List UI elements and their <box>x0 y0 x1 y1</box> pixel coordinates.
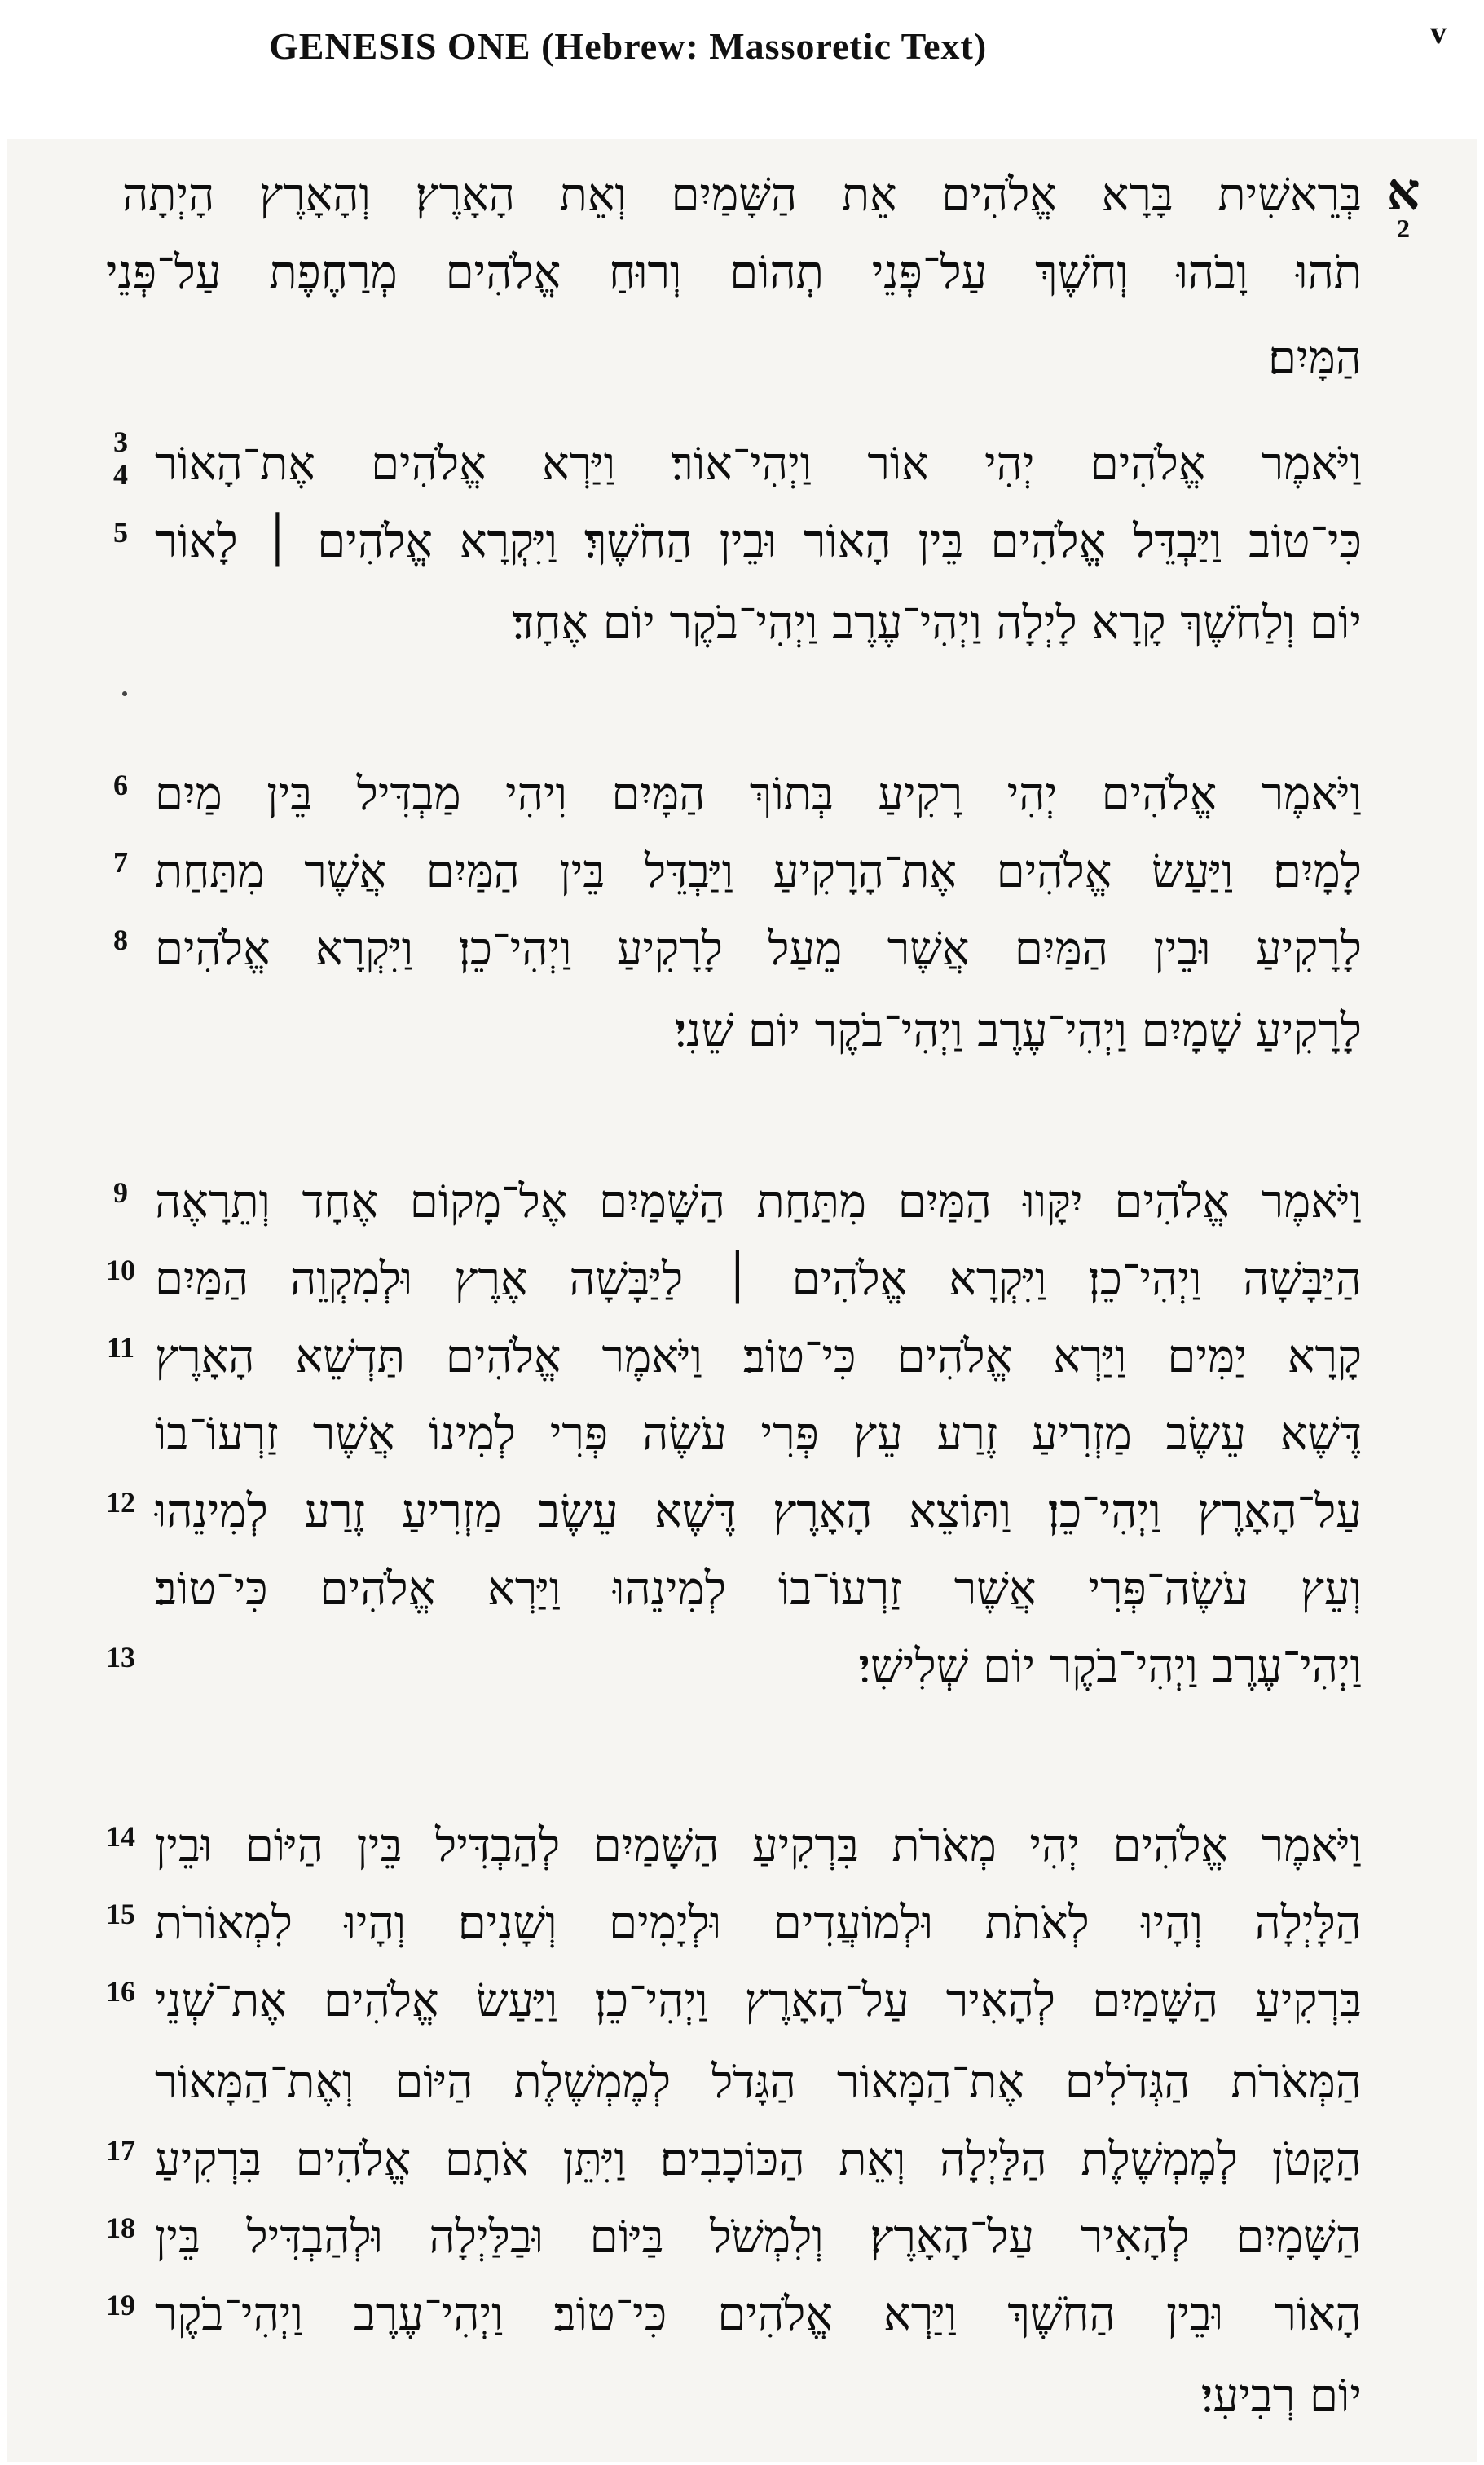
text-line <box>0 2128 1484 2193</box>
text-line <box>0 999 1484 1064</box>
text-line <box>0 1891 1484 1956</box>
verse-number: 5 <box>113 516 128 549</box>
hebrew-text: וַיֹּאמֶר אֱלֹהִים יִקָּווּ הַמַּיִם מִתַּחַת הַשָּׁמַיִם אֶל־מָקוֹם אֶחָד וְתֵרָאֶה <box>155 1175 1362 1228</box>
text-line <box>0 591 1484 656</box>
text-line <box>0 326 1484 391</box>
verse-number: 3 4 <box>113 426 128 491</box>
verse-number: 19 <box>106 2289 135 2322</box>
verse-number: 18 <box>106 2211 135 2244</box>
text-line <box>0 1325 1484 1390</box>
hebrew-text: הַמְּאֹרֹת הַגְּדֹלִים אֶת־הַמָּאוֹר הַגָּדֹל לְמֶמְשֶׁלֶת הַיּוֹם וְאֶת־הַמָּאוֹר <box>155 2056 1362 2109</box>
text-line <box>0 240 1484 306</box>
hebrew-text: וַיְהִי־עֶרֶב וַיְהִי־בֹקֶר יוֹם שְׁלִישִׁי׃ <box>858 1640 1362 1693</box>
hebrew-text: הַקָּטֹן לְמֶמְשֶׁלֶת הַלַּיְלָה וְאֵת הַכּוֹכָבִים׃ וַיִּתֵּן אֹתָם אֱלֹהִים בִּרְקִיעַ <box>155 2133 1362 2186</box>
text-line <box>0 426 1484 497</box>
ink-dot <box>122 691 127 696</box>
hebrew-text: הָאוֹר וּבֵין הַחֹשֶׁךְ וַיַּרְא אֱלֹהִים כִּי־טוֹב׃ וַיְהִי־עֶרֶב וַיְהִי־בֹקֶר <box>155 2288 1362 2341</box>
hebrew-text: הַמָּיִם׃ <box>1267 332 1362 385</box>
hebrew-text: לָמָיִם׃ וַיַּעַשׂ אֱלֹהִים אֶת־הָרָקִיעַ וַיַּבְדֵּל בֵּין הַמַּיִם אֲשֶׁר מִתַּחַת <box>155 845 1362 898</box>
verse-number: 11 <box>106 1331 134 1364</box>
hebrew-text: קָרָא יַמִּים וַיַּרְא אֱלֹהִים כִּי־טוֹב׃ וַיֹּאמֶר אֱלֹהִים תַּדְשֵׁא הָאָרֶץ <box>155 1330 1362 1383</box>
text-line <box>0 1247 1484 1312</box>
text-line <box>0 1634 1484 1700</box>
hebrew-text: וְעֵץ עֹשֶׂה־פְּרִי אֲשֶׁר זַרְעוֹ־בוֹ לְמִינֵהוּ וַיַּרְא אֱלֹהִים כִּי־טוֹב׃ <box>155 1563 1362 1616</box>
hebrew-text: לָרָקִיעַ וּבֵין הַמַּיִם אֲשֶׁר מֵעַל לָרָקִיעַ וַיְהִי־כֵן׃ וַיִּקְרָא אֱלֹהִים <box>155 923 1362 976</box>
hebrew-text: הַשָּׁמָיִם לְהָאִיר עַל־הָאָרֶץ׃ וְלִמְשֹׁל בַּיּוֹם וּבַלַּיְלָה וּלְהַבְדִּיל בֵּין <box>155 2211 1362 2264</box>
text-line <box>0 2205 1484 2270</box>
hebrew-text: כִּי־טוֹב וַיַּבְדֵּל אֱלֹהִים בֵּין הָאוֹר וּבֵין הַחֹשֶׁךְ׃ וַיִּקְרָא אֱלֹהִים ׀ לָאוֹר <box>155 515 1362 568</box>
hebrew-text: בִּרְקִיעַ הַשָּׁמַיִם לְהָאִיר עַל־הָאָרֶץ וַיְהִי־כֵן׃ וַיַּעַשׂ אֱלֹהִים אֶת־שְׁנֵי <box>155 1974 1362 2027</box>
hebrew-text: וַיֹּאמֶר אֱלֹהִים יְהִי רָקִיעַ בְּתוֹךְ הַמָּיִם וִיהִי מַבְדִּיל בֵּין מַיִם <box>155 768 1362 821</box>
text-line <box>0 1402 1484 1467</box>
hebrew-text: דֶּשֶׁא עֵשֶׂב מַזְרִיעַ זֶרַע עֵץ פְּרִי עֹשֶׂה פְּרִי לְמִינוֹ אֲשֶׁר זַרְעוֹ־בוֹ <box>155 1408 1362 1461</box>
text-line <box>0 917 1484 982</box>
text-line <box>0 1557 1484 1622</box>
chapter-marker: א <box>1386 163 1420 221</box>
text-line <box>0 163 1484 243</box>
verse-number: 9 <box>113 1176 128 1209</box>
verse-number: 2 <box>1397 214 1410 243</box>
hebrew-text: הַיַּבָּשָׁה וַיְהִי־כֵן׃ וַיִּקְרָא אֱלֹהִים ׀ לַיַּבָּשָׁה אֶרֶץ וּלְמִקְוֵה הַמַּיִם <box>155 1253 1362 1306</box>
page-title: GENESIS ONE (Hebrew: Massoretic Text) <box>269 25 988 67</box>
hebrew-text: הַלָּיְלָה וְהָיוּ לְאֹתֹת וּלְמוֹעֲדִים וּלְיָמִים וְשָׁנִים׃ וְהָיוּ לִמְאוֹרֹת <box>155 1897 1362 1950</box>
text-line <box>0 762 1484 827</box>
hebrew-text: יוֹם רְבִיעִי׃ <box>1200 2370 1362 2423</box>
text-line <box>0 1170 1484 1235</box>
hebrew-text: לָרָקִיעַ שָׁמָיִם וַיְהִי־עֶרֶב וַיְהִי־בֹקֶר יוֹם שֵׁנִי׃ <box>674 1004 1362 1057</box>
verse-number: 7 <box>113 846 128 879</box>
hebrew-text: וַיֹּאמֶר אֱלֹהִים יְהִי אוֹר וַיְהִי־אוֹר׃ וַיַּרְא אֱלֹהִים אֶת־הָאוֹר <box>155 438 1362 491</box>
hebrew-text: וַיֹּאמֶר אֱלֹהִים יְהִי מְאֹרֹת בִּרְקִיעַ הַשָּׁמַיִם לְהַבְדִּיל בֵּין הַיּוֹם וּבֵין <box>155 1819 1362 1872</box>
text-line <box>0 1814 1484 1879</box>
verse-number: 14 <box>106 1820 135 1853</box>
text-line <box>0 509 1484 575</box>
text-line <box>0 2282 1484 2348</box>
text-line <box>0 2050 1484 2115</box>
verse-number: 16 <box>106 1975 135 2008</box>
page-number: v <box>1430 14 1447 51</box>
text-line <box>0 840 1484 905</box>
verse-number: 17 <box>106 2134 135 2167</box>
verse-number: 10 <box>106 1254 135 1286</box>
hebrew-text: תֹהוּ וָבֹהוּ וְחֹשֶׁךְ עַל־פְּנֵי תְהוֹם וְרוּחַ אֱלֹהִים מְרַחֶפֶת עַל־פְּנֵי <box>106 246 1362 299</box>
page-header <box>0 0 1484 98</box>
hebrew-text: בְּרֵאשִׁית בָּרָא אֱלֹהִים אֵת הַשָּׁמַיִם וְאֵת הָאָרֶץ׃ וְהָאָרֶץ הָיְתָה <box>122 169 1362 222</box>
text-line <box>0 1969 1484 2034</box>
verse-number: 15 <box>106 1898 135 1930</box>
hebrew-text: יוֹם וְלַחֹשֶׁךְ קָרָא לָיְלָה וַיְהִי־עֶרֶב וַיְהִי־בֹקֶר יוֹם אֶחָד׃ <box>512 597 1362 650</box>
verse-number: 12 <box>106 1486 135 1519</box>
verse-number: 6 <box>113 769 128 801</box>
hebrew-text: עַל־הָאָרֶץ וַיְהִי־כֵן׃ וַתּוֹצֵא הָאָרֶץ דֶּשֶׁא עֵשֶׂב מַזְרִיעַ זֶרַע לְמִינֵהוּ <box>155 1485 1362 1538</box>
verse-number: 8 <box>113 924 128 956</box>
text-line <box>0 1479 1484 1545</box>
verse-number: 13 <box>106 1641 135 1673</box>
text-line <box>0 2364 1484 2429</box>
